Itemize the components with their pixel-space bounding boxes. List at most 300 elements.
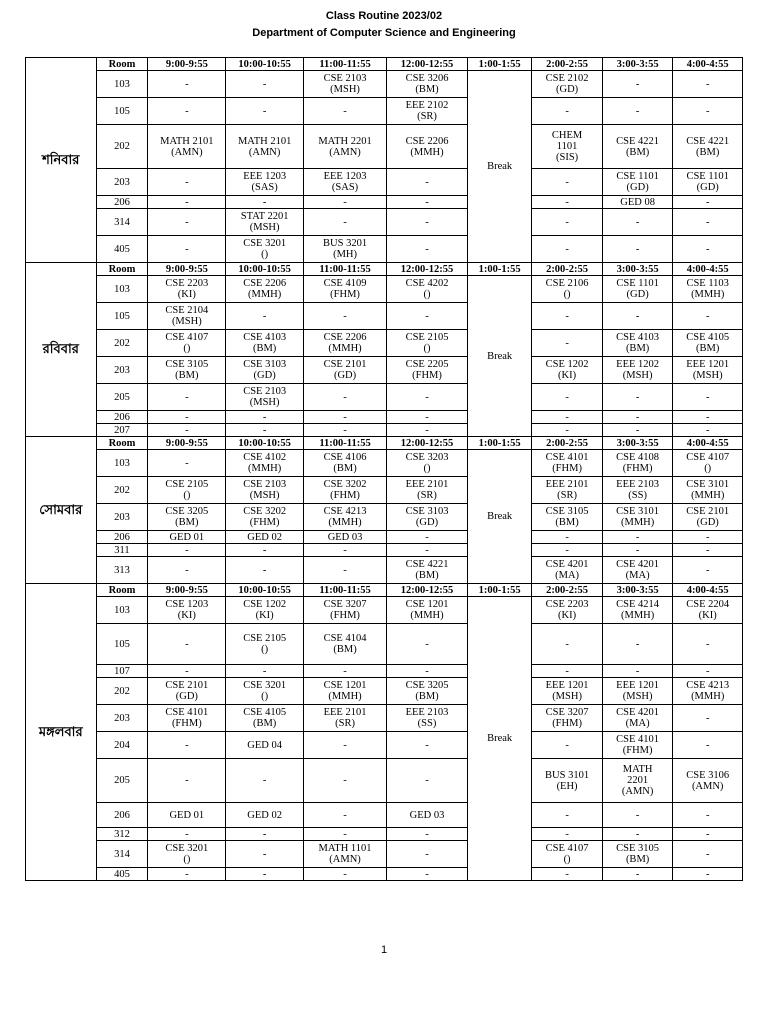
table-row xyxy=(26,544,743,557)
table-row xyxy=(26,209,743,236)
class-cell: - xyxy=(532,828,603,841)
table-header-row xyxy=(26,58,743,71)
day-label: মঙ্গলবার xyxy=(26,584,97,881)
class-cell: - xyxy=(304,209,387,236)
room-cell: 206 xyxy=(96,803,148,828)
class-cell: - xyxy=(673,557,743,584)
class-cell: - xyxy=(304,732,387,759)
class-cell: EEE 2102 (SR) xyxy=(387,98,468,125)
table-header-row xyxy=(26,263,743,276)
class-cell: - xyxy=(387,828,468,841)
class-cell: MATH 2101 (AMN) xyxy=(226,125,304,169)
class-cell: CSE 4201 (MA) xyxy=(602,705,673,732)
class-cell: - xyxy=(387,531,468,544)
column-header: 3:00-3:55 xyxy=(602,437,673,450)
column-header: 12:00-12:55 xyxy=(387,263,468,276)
class-cell: CSE 2105 () xyxy=(148,477,226,504)
class-cell: - xyxy=(304,424,387,437)
table-row xyxy=(26,531,743,544)
class-cell: - xyxy=(602,803,673,828)
column-header: 2:00-2:55 xyxy=(532,263,603,276)
class-cell: - xyxy=(387,209,468,236)
class-cell: CSE 3101 (MMH) xyxy=(673,477,743,504)
class-cell: - xyxy=(532,330,603,357)
column-header: 10:00-10:55 xyxy=(226,437,304,450)
class-cell: CSE 2105 () xyxy=(226,624,304,665)
class-cell: - xyxy=(148,98,226,125)
class-cell: CSE 1101 (GD) xyxy=(602,276,673,303)
routine-table xyxy=(25,57,743,881)
class-cell: CSE 3206 (BM) xyxy=(387,71,468,98)
class-cell: - xyxy=(226,98,304,125)
table-row xyxy=(26,504,743,531)
class-cell: - xyxy=(602,624,673,665)
class-cell: - xyxy=(673,196,743,209)
class-cell: CSE 3201 () xyxy=(148,841,226,868)
class-cell: - xyxy=(602,544,673,557)
column-header: Room xyxy=(96,263,148,276)
table-row xyxy=(26,169,743,196)
class-cell: - xyxy=(602,828,673,841)
class-cell: - xyxy=(532,732,603,759)
class-cell: GED 01 xyxy=(148,531,226,544)
class-cell: - xyxy=(148,450,226,477)
class-cell: - xyxy=(148,624,226,665)
class-cell: - xyxy=(148,384,226,411)
class-cell: - xyxy=(148,759,226,803)
room-cell: 206 xyxy=(96,411,148,424)
column-header: 3:00-3:55 xyxy=(602,58,673,71)
class-cell: - xyxy=(304,303,387,330)
class-cell: CSE 4107 () xyxy=(532,841,603,868)
class-cell: - xyxy=(673,209,743,236)
room-cell: 204 xyxy=(96,732,148,759)
table-row xyxy=(26,477,743,504)
column-header: 11:00-11:55 xyxy=(304,437,387,450)
class-cell: - xyxy=(148,868,226,881)
class-cell: MATH 2101 (AMN) xyxy=(148,125,226,169)
room-cell: 202 xyxy=(96,125,148,169)
class-cell: - xyxy=(602,209,673,236)
class-cell: CSE 2103 (MSH) xyxy=(226,477,304,504)
table-row xyxy=(26,868,743,881)
class-cell: - xyxy=(387,424,468,437)
room-cell: 206 xyxy=(96,196,148,209)
class-cell: - xyxy=(602,71,673,98)
table-row xyxy=(26,665,743,678)
column-header: 1:00-1:55 xyxy=(467,263,531,276)
room-cell: 203 xyxy=(96,504,148,531)
class-cell: - xyxy=(602,531,673,544)
class-cell: - xyxy=(148,828,226,841)
column-header: 2:00-2:55 xyxy=(532,584,603,597)
class-cell: CSE 1101 (GD) xyxy=(602,169,673,196)
class-cell: CSE 4214 (MMH) xyxy=(602,597,673,624)
table-row xyxy=(26,303,743,330)
column-header: 9:00-9:55 xyxy=(148,584,226,597)
class-cell: - xyxy=(532,531,603,544)
room-cell: 312 xyxy=(96,828,148,841)
table-row xyxy=(26,678,743,705)
class-cell: CSE 2105 () xyxy=(387,330,468,357)
class-cell: CSE 4101 (FHM) xyxy=(602,732,673,759)
column-header: 12:00-12:55 xyxy=(387,437,468,450)
class-cell: - xyxy=(673,828,743,841)
class-cell: EEE 2101 (SR) xyxy=(304,705,387,732)
break-cell: Break xyxy=(467,71,531,263)
table-row xyxy=(26,424,743,437)
class-cell: - xyxy=(673,665,743,678)
class-cell: - xyxy=(304,384,387,411)
class-cell: CSE 3207 (FHM) xyxy=(304,597,387,624)
class-cell: - xyxy=(602,384,673,411)
class-cell: - xyxy=(532,803,603,828)
class-cell: - xyxy=(673,705,743,732)
class-cell: CSE 3205 (BM) xyxy=(387,678,468,705)
class-cell: - xyxy=(532,236,603,263)
class-cell: MATH 2201 (AMN) xyxy=(602,759,673,803)
class-cell: - xyxy=(226,196,304,209)
class-cell: - xyxy=(148,209,226,236)
class-cell: - xyxy=(387,868,468,881)
class-cell: - xyxy=(673,411,743,424)
class-cell: - xyxy=(532,196,603,209)
column-header: 9:00-9:55 xyxy=(148,58,226,71)
break-cell: Break xyxy=(467,450,531,584)
class-cell: - xyxy=(226,544,304,557)
class-cell: CSE 2104 (MSH) xyxy=(148,303,226,330)
class-cell: - xyxy=(304,98,387,125)
class-cell: - xyxy=(673,531,743,544)
page-title: Class Routine 2023/02 xyxy=(325,10,443,22)
table-header-row xyxy=(26,437,743,450)
room-cell: 105 xyxy=(96,303,148,330)
column-header: 11:00-11:55 xyxy=(304,584,387,597)
class-cell: CSE 2204 (KI) xyxy=(673,597,743,624)
table-row xyxy=(26,828,743,841)
room-cell: 105 xyxy=(96,98,148,125)
room-cell: 203 xyxy=(96,705,148,732)
class-cell: - xyxy=(304,196,387,209)
table-row xyxy=(26,705,743,732)
class-cell: CSE 4202 () xyxy=(387,276,468,303)
class-cell: CSE 4103 (BM) xyxy=(226,330,304,357)
class-cell: - xyxy=(602,868,673,881)
class-cell: - xyxy=(602,665,673,678)
class-cell: - xyxy=(304,828,387,841)
column-header: 4:00-4:55 xyxy=(673,58,743,71)
class-cell: CSE 4103 (BM) xyxy=(602,330,673,357)
class-cell: CSE 4213 (MMH) xyxy=(673,678,743,705)
table-row xyxy=(26,450,743,477)
class-cell: - xyxy=(387,732,468,759)
class-cell: - xyxy=(673,71,743,98)
class-cell: CSE 4107 () xyxy=(673,450,743,477)
class-cell: CSE 4109 (FHM) xyxy=(304,276,387,303)
room-cell: 205 xyxy=(96,759,148,803)
room-cell: 207 xyxy=(96,424,148,437)
class-cell: - xyxy=(387,411,468,424)
class-cell: - xyxy=(387,544,468,557)
room-cell: 103 xyxy=(96,597,148,624)
class-cell: CSE 3105 (BM) xyxy=(532,504,603,531)
class-cell: STAT 2201 (MSH) xyxy=(226,209,304,236)
class-cell: - xyxy=(532,98,603,125)
column-header: Room xyxy=(96,584,148,597)
class-cell: - xyxy=(226,828,304,841)
class-cell: EEE 1201 (MSH) xyxy=(602,678,673,705)
class-cell: CSE 1101 (GD) xyxy=(673,169,743,196)
class-cell: CSE 4104 (BM) xyxy=(304,624,387,665)
class-cell: MATH 1101 (AMN) xyxy=(304,841,387,868)
column-header: 12:00-12:55 xyxy=(387,58,468,71)
class-cell: CSE 2205 (FHM) xyxy=(387,357,468,384)
column-header: 3:00-3:55 xyxy=(602,263,673,276)
column-header: Room xyxy=(96,58,148,71)
column-header: 1:00-1:55 xyxy=(467,584,531,597)
column-header: 9:00-9:55 xyxy=(148,263,226,276)
class-cell: - xyxy=(304,665,387,678)
table-row xyxy=(26,276,743,303)
table-row xyxy=(26,557,743,584)
class-cell: - xyxy=(148,236,226,263)
break-cell: Break xyxy=(467,276,531,437)
room-cell: 314 xyxy=(96,841,148,868)
day-label: রবিবার xyxy=(26,263,97,437)
room-cell: 405 xyxy=(96,868,148,881)
class-cell: CSE 4102 (MMH) xyxy=(226,450,304,477)
class-cell: CSE 2101 (GD) xyxy=(673,504,743,531)
class-cell: CSE 2106 () xyxy=(532,276,603,303)
class-cell: CSE 2203 (KI) xyxy=(148,276,226,303)
class-cell: - xyxy=(532,384,603,411)
class-cell: - xyxy=(148,557,226,584)
class-cell: CSE 4105 (BM) xyxy=(673,330,743,357)
class-cell: CSE 3103 (GD) xyxy=(387,504,468,531)
column-header: 1:00-1:55 xyxy=(467,58,531,71)
class-cell: - xyxy=(387,236,468,263)
class-cell: CSE 4221 (BM) xyxy=(387,557,468,584)
class-cell: CSE 3105 (BM) xyxy=(148,357,226,384)
class-cell: - xyxy=(532,868,603,881)
class-cell: CSE 1103 (MMH) xyxy=(673,276,743,303)
class-cell: - xyxy=(673,384,743,411)
page-subtitle: Department of Computer Science and Engineering xyxy=(252,27,516,39)
class-cell: CSE 3207 (FHM) xyxy=(532,705,603,732)
class-cell: CSE 3101 (MMH) xyxy=(602,504,673,531)
class-cell: - xyxy=(532,665,603,678)
class-cell: - xyxy=(148,71,226,98)
class-cell: - xyxy=(673,868,743,881)
column-header: 10:00-10:55 xyxy=(226,58,304,71)
class-cell: CHEM 1101 (SIS) xyxy=(532,125,603,169)
table-row xyxy=(26,384,743,411)
table-row xyxy=(26,125,743,169)
class-cell: - xyxy=(602,98,673,125)
class-cell: - xyxy=(673,303,743,330)
class-cell: - xyxy=(226,868,304,881)
class-cell: - xyxy=(673,424,743,437)
table-row xyxy=(26,759,743,803)
column-header: 2:00-2:55 xyxy=(532,58,603,71)
class-cell: - xyxy=(673,624,743,665)
class-cell: CSE 3105 (BM) xyxy=(602,841,673,868)
table-row xyxy=(26,624,743,665)
class-cell: BUS 3101 (EH) xyxy=(532,759,603,803)
class-cell: - xyxy=(673,732,743,759)
day-label: সোমবার xyxy=(26,437,97,584)
column-header: 1:00-1:55 xyxy=(467,437,531,450)
class-cell: - xyxy=(532,424,603,437)
class-cell: CSE 4221 (BM) xyxy=(673,125,743,169)
table-row xyxy=(26,71,743,98)
room-cell: 206 xyxy=(96,531,148,544)
class-cell: CSE 2102 (GD) xyxy=(532,71,603,98)
class-cell: GED 03 xyxy=(387,803,468,828)
class-cell: GED 08 xyxy=(602,196,673,209)
class-cell: - xyxy=(304,803,387,828)
room-cell: 103 xyxy=(96,276,148,303)
class-cell: - xyxy=(387,665,468,678)
class-cell: - xyxy=(226,665,304,678)
room-cell: 202 xyxy=(96,477,148,504)
class-cell: CSE 4105 (BM) xyxy=(226,705,304,732)
class-cell: CSE 2103 (MSH) xyxy=(304,71,387,98)
table-row xyxy=(26,330,743,357)
class-cell: CSE 1202 (KI) xyxy=(226,597,304,624)
class-cell: CSE 4221 (BM) xyxy=(602,125,673,169)
class-cell: - xyxy=(304,544,387,557)
column-header: 12:00-12:55 xyxy=(387,584,468,597)
class-cell: GED 03 xyxy=(304,531,387,544)
class-cell: EEE 1202 (MSH) xyxy=(602,357,673,384)
table-row xyxy=(26,803,743,828)
class-cell: CSE 2101 (GD) xyxy=(304,357,387,384)
class-cell: CSE 2203 (KI) xyxy=(532,597,603,624)
day-label: শনিবার xyxy=(26,58,97,263)
class-cell: CSE 4213 (MMH) xyxy=(304,504,387,531)
class-cell: CSE 4108 (FHM) xyxy=(602,450,673,477)
class-cell: CSE 2101 (GD) xyxy=(148,678,226,705)
room-cell: 202 xyxy=(96,678,148,705)
room-cell: 107 xyxy=(96,665,148,678)
class-cell: CSE 4106 (BM) xyxy=(304,450,387,477)
class-cell: EEE 2103 (SS) xyxy=(602,477,673,504)
room-cell: 203 xyxy=(96,357,148,384)
room-cell: 314 xyxy=(96,209,148,236)
class-cell: CSE 4201 (MA) xyxy=(532,557,603,584)
class-cell: EEE 2101 (SR) xyxy=(387,477,468,504)
class-cell: CSE 3201 () xyxy=(226,678,304,705)
class-cell: - xyxy=(304,411,387,424)
class-cell: - xyxy=(532,544,603,557)
class-cell: - xyxy=(226,71,304,98)
class-cell: - xyxy=(532,209,603,236)
class-cell: CSE 3203 () xyxy=(387,450,468,477)
class-cell: - xyxy=(673,544,743,557)
table-header-row xyxy=(26,584,743,597)
class-cell: - xyxy=(226,303,304,330)
class-cell: MATH 2201 (AMN) xyxy=(304,125,387,169)
column-header: 11:00-11:55 xyxy=(304,263,387,276)
class-cell: CSE 3202 (FHM) xyxy=(304,477,387,504)
class-cell: CSE 1201 (MMH) xyxy=(304,678,387,705)
class-cell: EEE 2103 (SS) xyxy=(387,705,468,732)
column-header: Room xyxy=(96,437,148,450)
class-cell: CSE 2103 (MSH) xyxy=(226,384,304,411)
column-header: 10:00-10:55 xyxy=(226,584,304,597)
column-header: 4:00-4:55 xyxy=(673,263,743,276)
column-header: 4:00-4:55 xyxy=(673,437,743,450)
class-cell: CSE 3106 (AMN) xyxy=(673,759,743,803)
class-cell: - xyxy=(304,759,387,803)
class-cell: - xyxy=(148,169,226,196)
column-header: 3:00-3:55 xyxy=(602,584,673,597)
class-cell: - xyxy=(387,759,468,803)
table-row xyxy=(26,597,743,624)
class-cell: CSE 3205 (BM) xyxy=(148,504,226,531)
class-cell: CSE 2206 (MMH) xyxy=(226,276,304,303)
class-cell: - xyxy=(387,303,468,330)
table-row xyxy=(26,196,743,209)
table-row xyxy=(26,98,743,125)
class-cell: - xyxy=(387,624,468,665)
class-cell: - xyxy=(304,868,387,881)
class-cell: - xyxy=(148,411,226,424)
class-cell: CSE 2206 (MMH) xyxy=(387,125,468,169)
class-cell: - xyxy=(602,236,673,263)
class-cell: CSE 4101 (FHM) xyxy=(532,450,603,477)
room-cell: 105 xyxy=(96,624,148,665)
room-cell: 405 xyxy=(96,236,148,263)
class-cell: - xyxy=(226,411,304,424)
table-row xyxy=(26,841,743,868)
class-cell: CSE 4201 (MA) xyxy=(602,557,673,584)
class-cell: EEE 1201 (MSH) xyxy=(673,357,743,384)
class-cell: - xyxy=(602,411,673,424)
class-cell: GED 01 xyxy=(148,803,226,828)
table-row xyxy=(26,236,743,263)
column-header: 9:00-9:55 xyxy=(148,437,226,450)
room-cell: 202 xyxy=(96,330,148,357)
room-cell: 313 xyxy=(96,557,148,584)
class-cell: - xyxy=(226,759,304,803)
class-cell: - xyxy=(148,732,226,759)
class-cell: - xyxy=(532,169,603,196)
class-cell: - xyxy=(387,169,468,196)
class-cell: CSE 3103 (GD) xyxy=(226,357,304,384)
class-cell: - xyxy=(532,303,603,330)
break-cell: Break xyxy=(467,597,531,881)
page-number: 1 xyxy=(380,944,388,956)
class-cell: - xyxy=(387,384,468,411)
room-cell: 103 xyxy=(96,450,148,477)
class-cell: CSE 4101 (FHM) xyxy=(148,705,226,732)
class-cell: - xyxy=(532,624,603,665)
class-cell: - xyxy=(673,98,743,125)
class-cell: - xyxy=(673,236,743,263)
class-cell: - xyxy=(226,841,304,868)
table-row xyxy=(26,732,743,759)
class-cell: CSE 3202 (FHM) xyxy=(226,504,304,531)
class-cell: - xyxy=(148,544,226,557)
table-row xyxy=(26,357,743,384)
class-cell: CSE 3201 () xyxy=(226,236,304,263)
class-cell: CSE 1201 (MMH) xyxy=(387,597,468,624)
class-cell: - xyxy=(602,424,673,437)
column-header: 2:00-2:55 xyxy=(532,437,603,450)
class-cell: EEE 1203 (SAS) xyxy=(304,169,387,196)
